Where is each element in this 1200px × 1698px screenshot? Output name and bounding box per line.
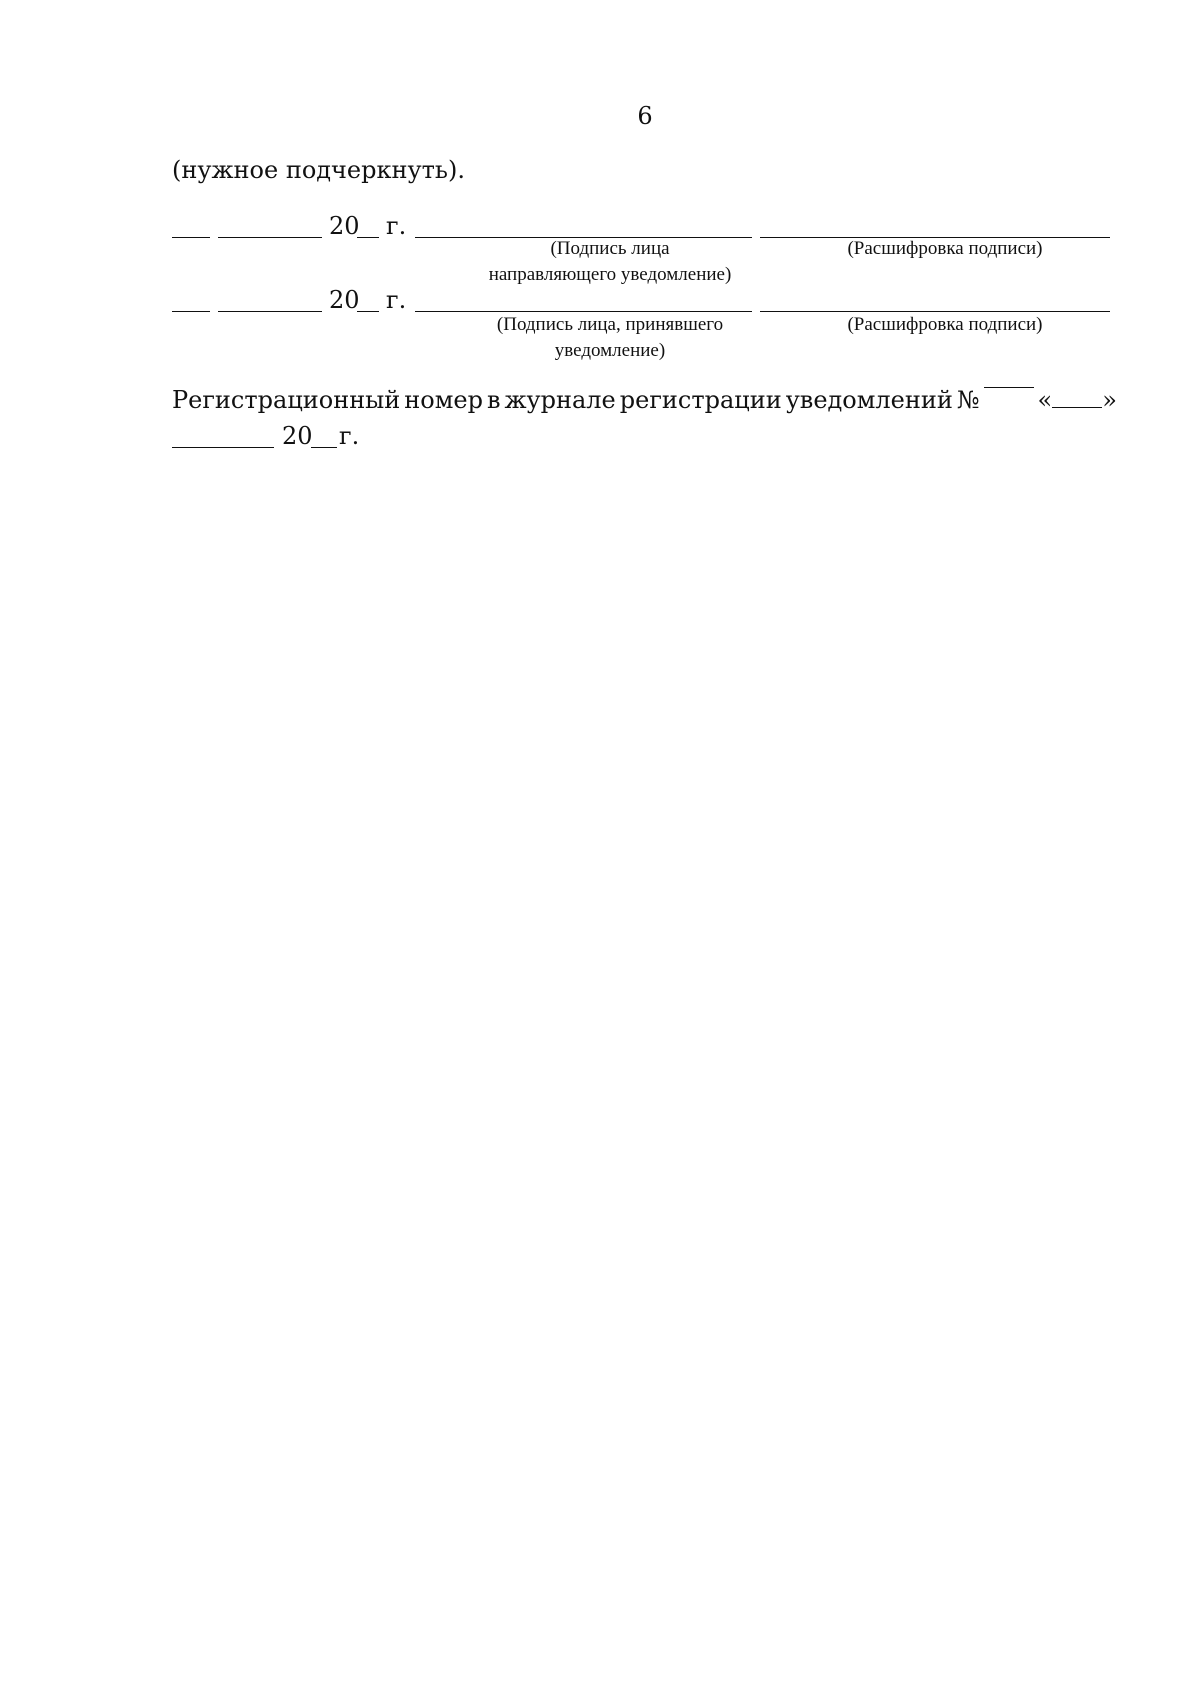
- date-quote-group: [1038, 386, 1117, 416]
- signature-row-2: [172, 282, 1112, 316]
- reg-word: номер: [404, 386, 483, 414]
- year-prefix: 20: [282, 422, 313, 450]
- year-blank: [357, 237, 379, 238]
- year-suffix: г.: [386, 212, 407, 240]
- number-sign: №: [956, 386, 980, 414]
- registration-block: [172, 386, 1117, 452]
- quote-open: «: [1037, 386, 1053, 414]
- quote-close: »: [1102, 386, 1117, 414]
- month-blank: [218, 237, 322, 238]
- day-blank: [172, 237, 210, 238]
- reg-word: в: [486, 386, 501, 414]
- registration-date-line: [172, 418, 1117, 452]
- reg-word: уведомлений: [785, 386, 953, 414]
- year-blank: [357, 311, 379, 312]
- number-blank: [984, 386, 1034, 388]
- day-blank: [172, 311, 210, 312]
- year-blank: [311, 447, 337, 448]
- year-suffix: г.: [339, 422, 360, 450]
- year-suffix: г.: [386, 286, 407, 314]
- year-prefix: 20: [329, 286, 360, 314]
- reg-word: регистрации: [619, 386, 782, 414]
- page-number: 6: [637, 102, 653, 130]
- reg-word: Регистрационный: [172, 386, 401, 414]
- reg-word: журнале: [504, 386, 616, 414]
- decoding-caption-sender: (Расшифровка подписи): [847, 238, 1043, 259]
- month-blank: [218, 311, 322, 312]
- year-prefix: 20: [329, 212, 360, 240]
- decoding-caption-receiver: (Расшифровка подписи): [847, 314, 1043, 335]
- instruction-note: (нужное подчеркнуть).: [172, 156, 465, 184]
- registration-line: [172, 386, 1117, 416]
- signature-caption-sender: (Подпись лица направляющего уведомление): [488, 238, 732, 285]
- month-blank: [172, 447, 274, 448]
- signature-caption-receiver: (Подпись лица, принявшего уведомление): [496, 314, 724, 361]
- day-blank: [1052, 406, 1102, 408]
